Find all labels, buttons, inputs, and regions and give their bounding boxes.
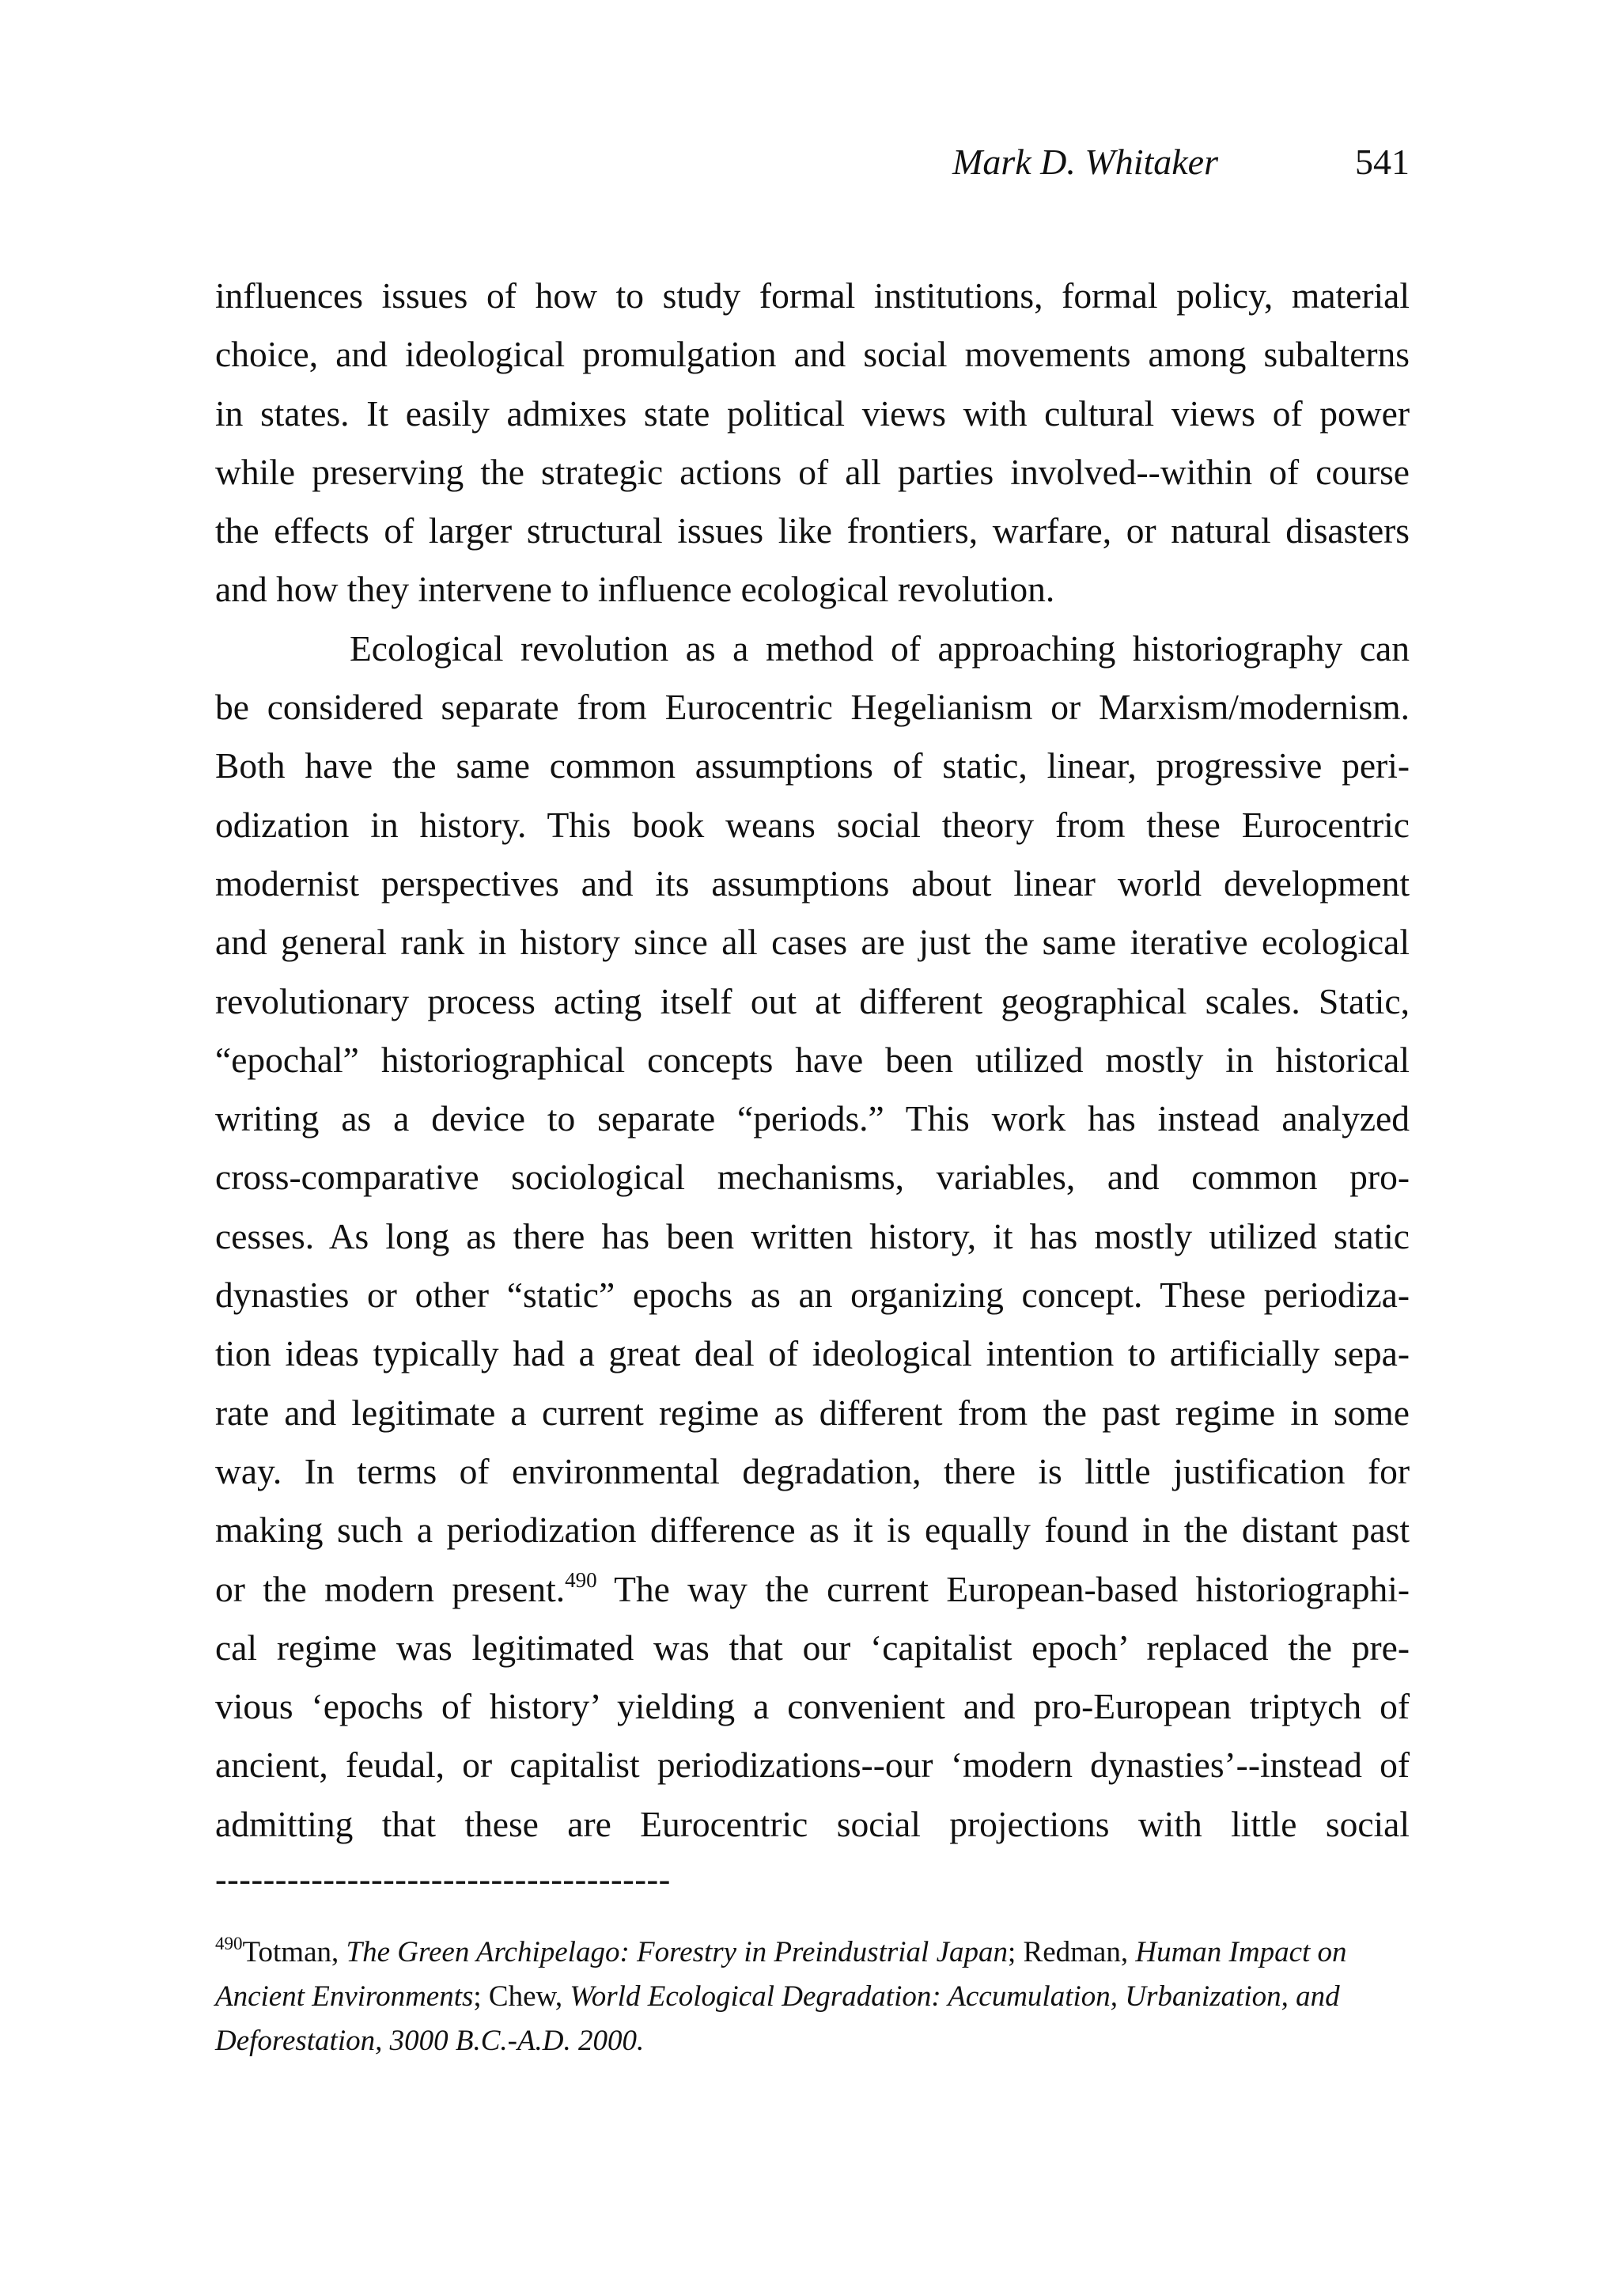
footnote-separator: -------------------------------------- — [215, 1860, 671, 1899]
body-line: and how they intervene to influence ecological revolution. — [215, 569, 1055, 610]
body-line: Both have the same common assumptions of static, linear, progressive peri- — [215, 745, 1410, 786]
body-line: writing as a device to separate “periods.” This work has instead analyzed — [215, 1098, 1410, 1139]
body-line: admitting that these are Eurocentric social projections with little social — [215, 1803, 1410, 1844]
footnote-title: Ancient Environments — [215, 1980, 474, 2013]
page-number: 541 — [1355, 142, 1410, 182]
body-line: rate and legitimate a current regime as different from the past regime in some — [215, 1392, 1410, 1433]
body-line: modernist perspectives and its assumptions about linear world development — [215, 862, 1410, 904]
body-line: cross-comparative sociological mechanisms, variables, and common pro- — [215, 1157, 1410, 1198]
body-line-text: The way the current European-based historiographi- — [596, 1568, 1410, 1609]
body-line: making such a periodization difference as it is equally found in the distant past — [215, 1510, 1410, 1551]
footnote-title: Deforestation, 3000 B.C.-A.D. 2000. — [215, 2025, 645, 2057]
body-line-with-footnote-ref — [215, 1560, 1410, 1619]
body-line: be considered separate from Eurocentric Hegelianism or Marxism/modernism. — [215, 687, 1410, 728]
footnote-line — [215, 1975, 1410, 2019]
footnote-line — [215, 2019, 1410, 2063]
footnote-title: World Ecological Degradation: Accumulation, Urbanization, and — [570, 1980, 1340, 2013]
footnote-citation: Totman, — [242, 1936, 346, 1968]
footnote-title: The Green Archipelago: Forestry in Preindustrial Japan — [346, 1936, 1008, 1968]
body-text — [215, 267, 1410, 1854]
footnote-citation: ; Redman, — [1008, 1936, 1136, 1968]
body-line: cesses. As long as there has been written history, it has mostly utilized static — [215, 1215, 1410, 1256]
body-line: way. In terms of environmental degradation, there is little justification for — [215, 1450, 1410, 1491]
footnote-citation: ; Chew, — [473, 1980, 570, 2013]
body-line: choice, and ideological promulgation and social movements among subalterns — [215, 334, 1410, 375]
footnote-number: 490 — [215, 1934, 243, 1953]
body-line: tion ideas typically had a great deal of ideological intention to artificially sepa- — [215, 1333, 1410, 1374]
body-line: cal regime was legitimated was that our ‘capitalist epoch’ replaced the pre- — [215, 1627, 1410, 1668]
body-line: vious ‘epochs of history’ yielding a convenient and pro-European triptych of — [215, 1686, 1410, 1727]
body-line: while preserving the strategic actions of all parties involved--within of course — [215, 451, 1410, 492]
body-line-text: or the modern present. — [215, 1568, 566, 1609]
footnote-line — [215, 1930, 1410, 1975]
running-header — [215, 135, 1410, 190]
body-line: “epochal” historiographical concepts have been utilized mostly in historical — [215, 1039, 1410, 1080]
body-line: odization in history. This book weans social theory from these Eurocentric — [215, 804, 1410, 845]
body-line: the effects of larger structural issues like frontiers, warfare, or natural disasters — [215, 510, 1410, 551]
footnote — [215, 1930, 1410, 2063]
body-line: dynasties or other “static” epochs as an organizing concept. These periodiza- — [215, 1275, 1410, 1316]
footnote-reference[interactable]: 490 — [565, 1567, 597, 1592]
footnote-title: Human Impact on — [1135, 1936, 1347, 1968]
body-line: in states. It easily admixes state political views with cultural views of power — [215, 392, 1410, 434]
running-head-author: Mark D. Whitaker — [952, 142, 1218, 182]
paragraph-start-line: Ecological revolution as a method of approaching historiography can — [350, 627, 1410, 669]
body-line: influences issues of how to study formal institutions, formal policy, material — [215, 275, 1410, 316]
body-line: revolutionary process acting itself out at different geographical scales. Static, — [215, 980, 1410, 1021]
body-line: ancient, feudal, or capitalist periodizations--our ‘modern dynasties’--instead of — [215, 1745, 1410, 1786]
body-line: and general rank in history since all cases are just the same iterative ecological — [215, 922, 1410, 963]
